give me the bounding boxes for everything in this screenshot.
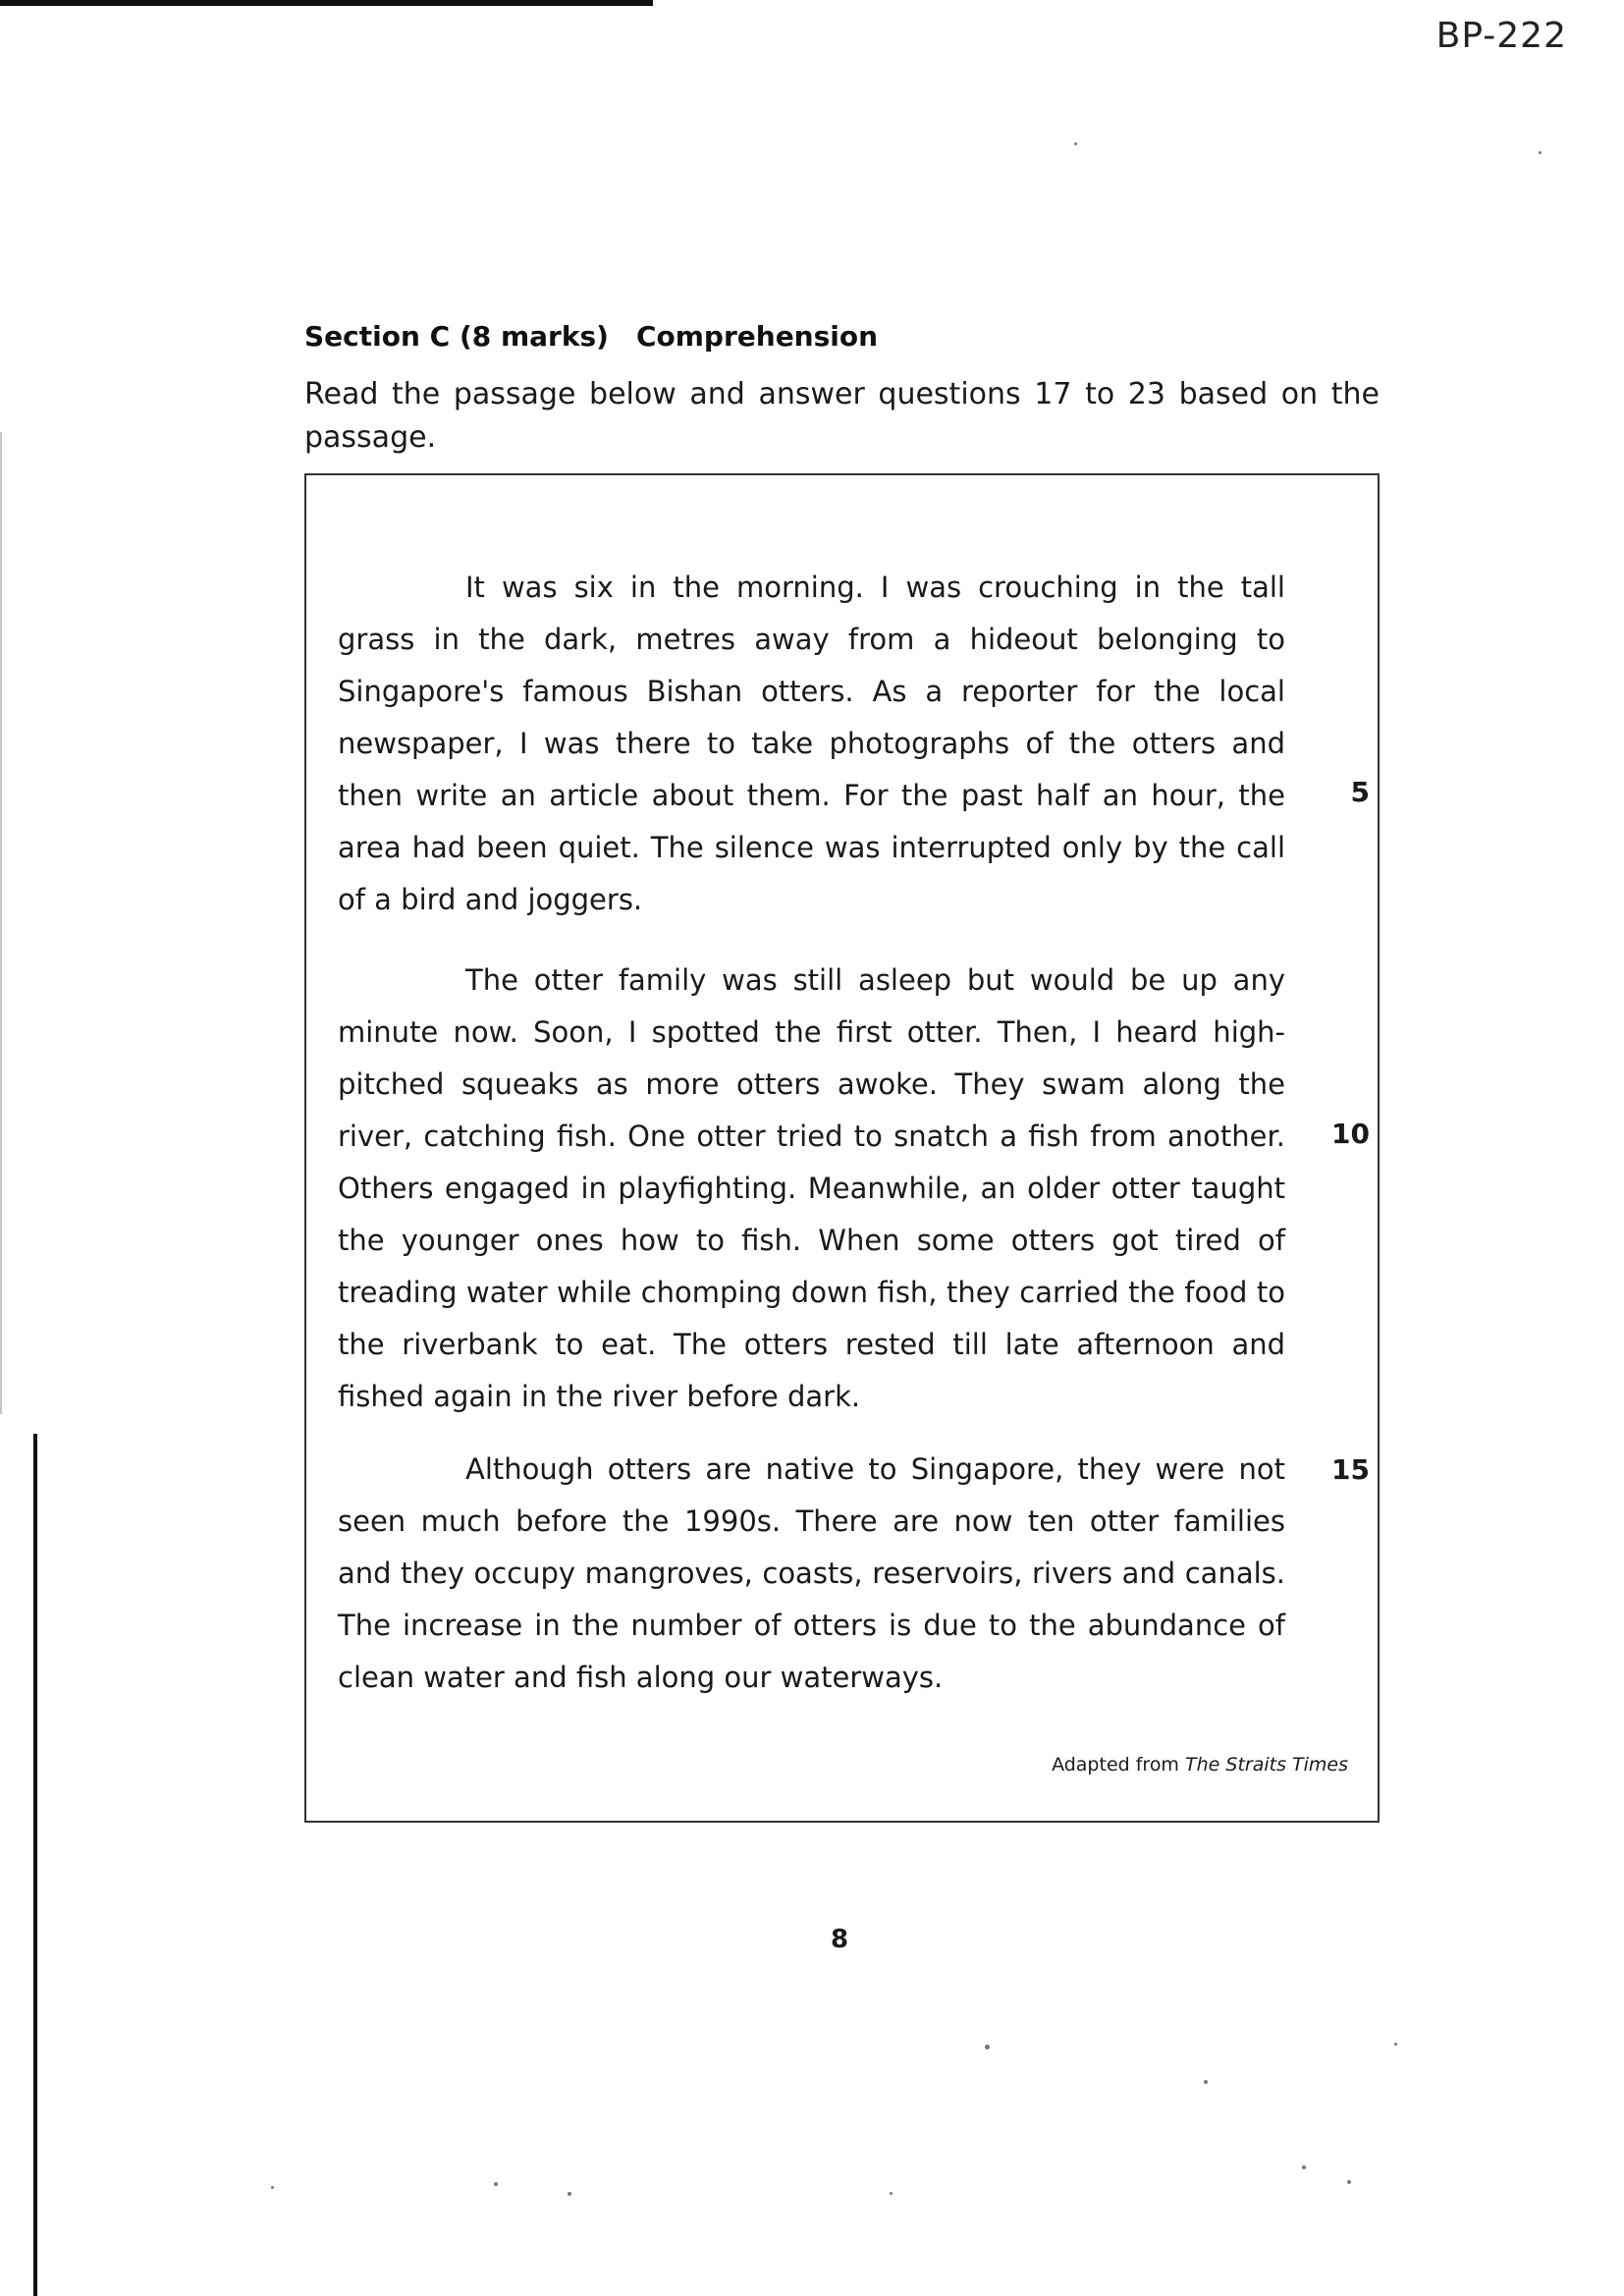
section-heading xyxy=(304,320,878,353)
scan-edge-left xyxy=(33,1434,37,2296)
scan-speck xyxy=(890,2192,893,2195)
scan-speck xyxy=(271,2186,274,2189)
scan-speck xyxy=(494,2182,498,2186)
source-prefix: Adapted from xyxy=(1052,1754,1179,1776)
instructions: Read the passage below and answer questions 17 to 23 based on the passage. xyxy=(304,377,1380,455)
scan-speck xyxy=(1347,2180,1351,2184)
scan-speck xyxy=(1074,142,1077,145)
scan-speck xyxy=(1302,2165,1306,2169)
line-number-5: 5 xyxy=(1350,776,1370,808)
scan-speck xyxy=(568,2192,571,2196)
passage-paragraph-1: It was six in the morning. I was crouching in the tall grass in the dark, metres away from a hideout belonging to Singapore's famous Bishan otters. As a reporter for the local newspaper, I was there to take photographs of the otters and then write an article about them. For the past half an hour, the area had been quiet. The silence was interrupted only by the call of a bird and joggers. xyxy=(338,571,1285,916)
scan-speck xyxy=(985,2045,990,2050)
document-code: BP-222 xyxy=(1435,16,1567,56)
page-number: 8 xyxy=(831,1925,849,1954)
passage-paragraph-3: Although otters are native to Singapore, they were not seen much before the 1990s. There are now ten otter families and they occupy mangroves, coasts, reservoirs, rivers and canals. The increase in the number of otters is due to the abundance of clean water and fish along our waterways. xyxy=(338,1452,1285,1694)
scan-edge-top xyxy=(0,0,653,6)
passage-box xyxy=(304,473,1380,1823)
scan-speck xyxy=(1539,151,1542,154)
scan-edge-left-faint xyxy=(0,432,2,1414)
source-attribution xyxy=(1052,1754,1348,1776)
scan-speck xyxy=(1394,2043,1397,2046)
passage-paragraph-2: The otter family was still asleep but would be up any minute now. Soon, I spotted the first otter. Then, I heard high-pitched squeaks as more otters awoke. They swam along the river, catching fish. One otter tried to snatch a fish from another. Others engaged in playfighting. Meanwhile, an older otter taught the younger ones how to fish. When some otters got tired of treading water while chomping down fish, they carried the food to the riverbank to eat. The otters rested till late afternoon and fished again in the river before dark. xyxy=(338,963,1285,1413)
scan-speck xyxy=(1204,2080,1208,2084)
section-subtitle: Comprehension xyxy=(635,320,879,353)
section-title: Section C (8 marks) xyxy=(304,320,609,353)
source-publication: The Straits Times xyxy=(1185,1754,1348,1776)
line-number-10: 10 xyxy=(1331,1118,1370,1150)
line-number-15: 15 xyxy=(1331,1453,1370,1486)
